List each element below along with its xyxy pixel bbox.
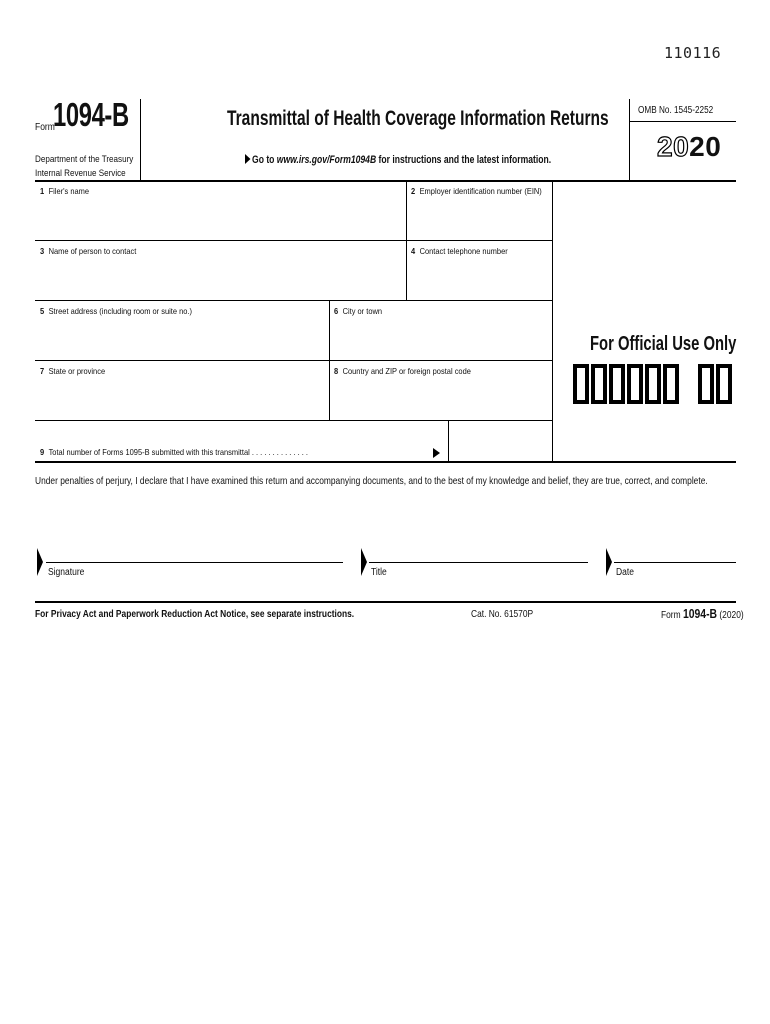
title-label: Title xyxy=(371,567,387,578)
irs-url-link[interactable]: www.irs.gov/Form1094B xyxy=(276,154,377,166)
omb-number: OMB No. 1545-2252 xyxy=(638,105,714,116)
official-use-box xyxy=(716,364,732,404)
total-forms-input[interactable] xyxy=(449,421,551,462)
privacy-notice: For Privacy Act and Paperwork Reduction Act Notice, see separate instructions. xyxy=(35,608,355,620)
field-ein[interactable]: 2 Employer identification number (EIN) xyxy=(411,186,542,196)
department-line: Department of the Treasury xyxy=(35,154,134,165)
signature-label: Signature xyxy=(48,567,85,578)
form-word-label: Form xyxy=(35,122,55,133)
date-input[interactable] xyxy=(614,542,736,562)
field-filers-name[interactable]: 1 Filer's name xyxy=(40,186,90,196)
field-country-zip[interactable]: 8 Country and ZIP or foreign postal code xyxy=(334,366,471,376)
official-use-box xyxy=(573,364,589,404)
footer-form-id: Form 1094-B (2020) xyxy=(661,606,744,621)
leader-dots: . . . . . . . . . . . . . . xyxy=(251,447,308,457)
official-use-box xyxy=(627,364,643,404)
field-street-address[interactable]: 5 Street address (including room or suite no.) xyxy=(40,306,193,316)
official-use-boxes xyxy=(573,364,679,404)
instructions-link-line: Go to www.irs.gov/Form1094B for instructions and the latest information. xyxy=(245,154,551,166)
official-use-box xyxy=(645,364,661,404)
field-city[interactable]: 6 City or town xyxy=(334,306,383,316)
signature-input[interactable] xyxy=(46,542,343,562)
official-use-box xyxy=(663,364,679,404)
field-total-forms-label: 9 Total number of Forms 1095-B submitted with this transmittal . . . . . . . . . . . . . . xyxy=(40,447,308,457)
signature-arrow-icon xyxy=(37,548,43,576)
irs-line: Internal Revenue Service xyxy=(35,168,126,179)
official-use-heading: For Official Use Only xyxy=(590,333,737,355)
catalog-number: Cat. No. 61570P xyxy=(471,608,534,620)
arrow-right-icon xyxy=(245,154,250,164)
form-number: 1094-B xyxy=(53,96,129,133)
official-use-box xyxy=(609,364,625,404)
form-barcode-number: 110116 xyxy=(664,44,722,62)
official-use-box xyxy=(698,364,714,404)
field-state[interactable]: 7 State or province xyxy=(40,366,106,376)
official-use-boxes-2 xyxy=(698,364,732,404)
perjury-statement: Under penalties of perjury, I declare that I have examined this return and accompanying documents, and to the best of my knowledge and belief, they are true, correct, and complete. xyxy=(35,475,708,487)
arrow-right-icon xyxy=(433,448,440,458)
date-label: Date xyxy=(616,567,634,578)
form-title: Transmittal of Health Coverage Information Returns xyxy=(227,107,609,130)
title-arrow-icon xyxy=(361,548,367,576)
official-use-box xyxy=(591,364,607,404)
department-block xyxy=(35,153,133,181)
title-input[interactable] xyxy=(369,542,588,562)
field-contact-name[interactable]: 3 Name of person to contact xyxy=(40,246,137,256)
field-contact-phone[interactable]: 4 Contact telephone number xyxy=(411,246,508,256)
date-arrow-icon xyxy=(606,548,612,576)
tax-year: 2020 xyxy=(657,131,722,162)
